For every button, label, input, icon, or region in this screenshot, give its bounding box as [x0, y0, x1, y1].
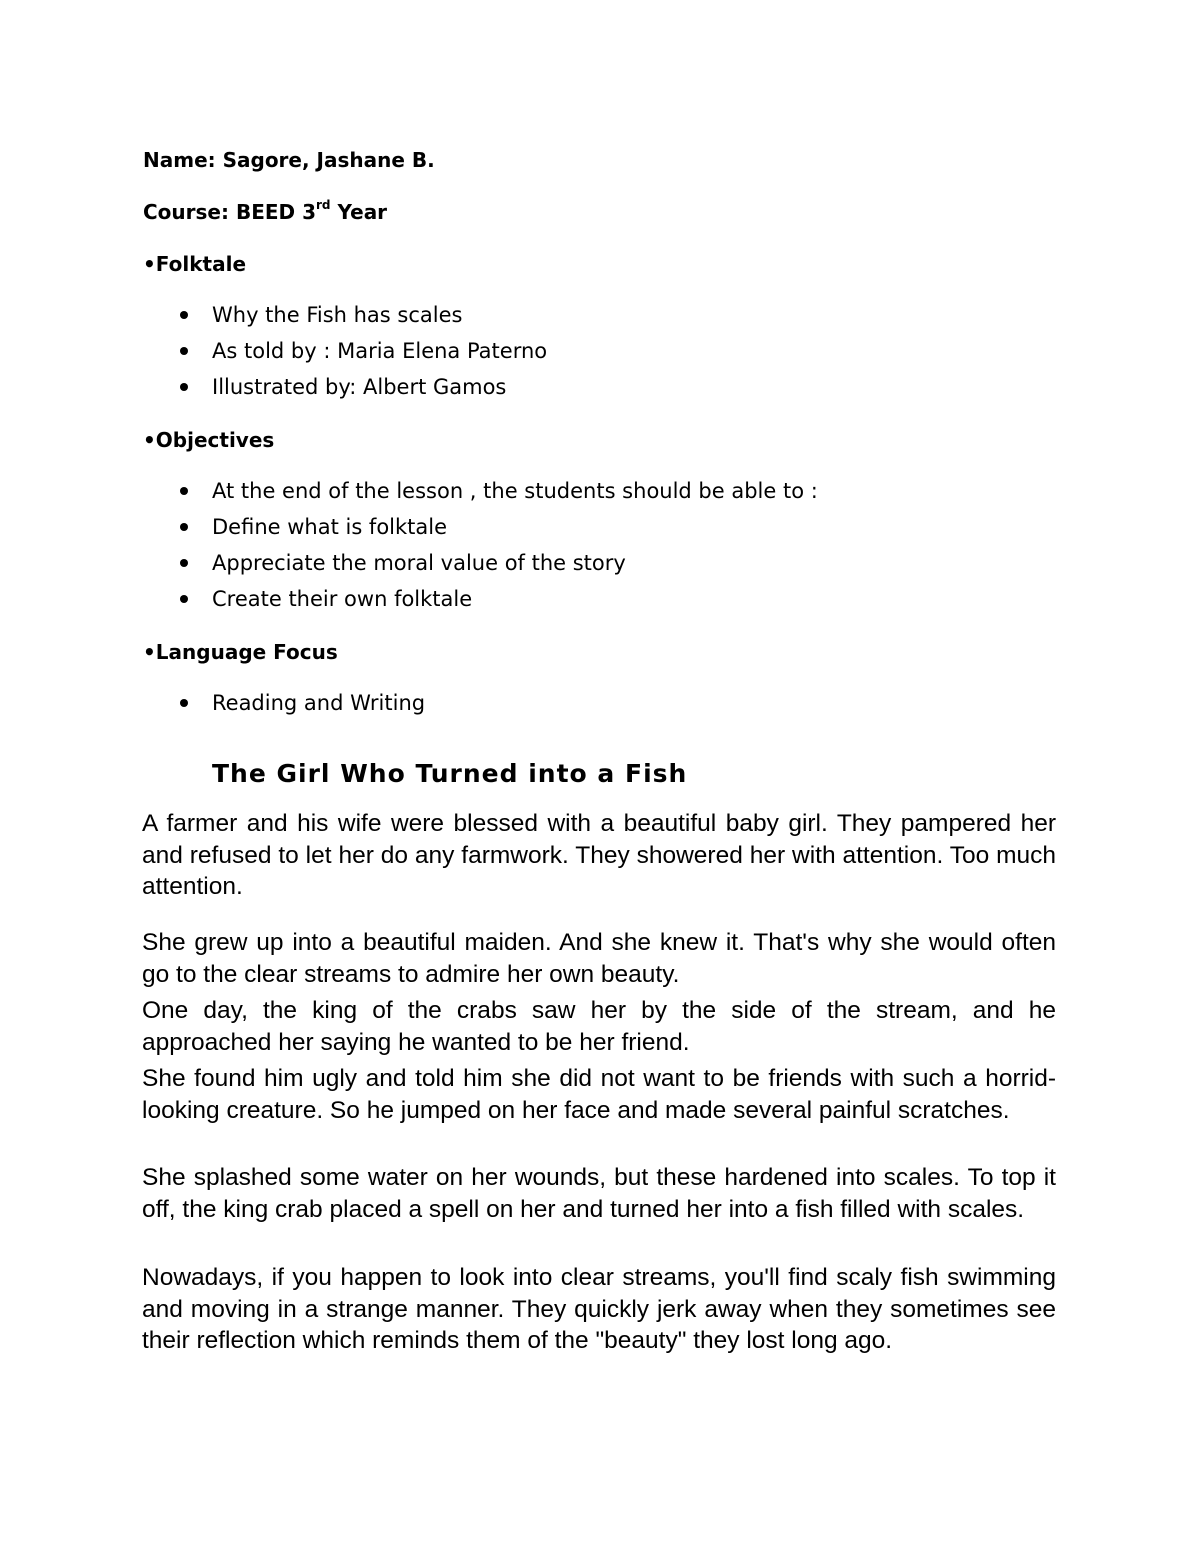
story-paragraph: A farmer and his wife were blessed with a beautiful baby girl. They pampered her and refused to let her do any farmwork. They showered her with attention. Too much attention. [142, 810, 1056, 900]
story-paragraph: She grew up into a beautiful maiden. And she knew it. That's why she would often go to the clear streams to admire her own beauty. [142, 929, 1056, 988]
story-paragraph: She found him ugly and told him she did not want to be friends with such a horrid-looking creature. So he jumped on her face and made several painful scratches. [142, 1065, 1056, 1124]
folktale-heading: •Folktale [143, 252, 247, 276]
student-course [143, 200, 387, 224]
bullet-icon [180, 699, 188, 707]
list-item-text: Illustrated by: Albert Gamos [212, 375, 507, 399]
bullet-icon [180, 595, 188, 603]
course-suffix: Year [330, 200, 388, 224]
list-item-text: Why the Fish has scales [212, 303, 463, 327]
bullet-icon [180, 383, 188, 391]
story-title: The Girl Who Turned into a Fish [212, 759, 688, 788]
student-name: Name: Sagore, Jashane B. [143, 148, 435, 172]
objectives-heading: •Objectives [143, 428, 275, 452]
language-focus-heading: •Language Focus [143, 640, 338, 664]
list-item-text: Appreciate the moral value of the story [212, 551, 626, 575]
course-prefix: Course: BEED 3 [143, 200, 316, 224]
course-superscript: rd [316, 198, 331, 213]
list-item-text: As told by : Maria Elena Paterno [212, 339, 548, 363]
bullet-icon [180, 311, 188, 319]
story-paragraph: She splashed some water on her wounds, but these hardened into scales. To top it off, the king crab placed a spell on her and turned her into a fish filled with scales. [142, 1164, 1056, 1223]
bullet-icon [180, 523, 188, 531]
story-paragraph: Nowadays, if you happen to look into clear streams, you'll find scaly fish swimming and moving in a strange manner. They quickly jerk away when they sometimes see their reflection which reminds them of the "beauty" they lost long ago. [142, 1264, 1056, 1354]
bullet-icon [180, 487, 188, 495]
list-item-text: Reading and Writing [212, 691, 426, 715]
list-item-text: Define what is folktale [212, 515, 448, 539]
story-paragraph: One day, the king of the crabs saw her by the side of the stream, and he approached her saying he wanted to be her friend. [142, 997, 1056, 1056]
bullet-icon [180, 347, 188, 355]
bullet-icon [180, 559, 188, 567]
list-item-text: At the end of the lesson , the students should be able to : [212, 479, 818, 503]
list-item-text: Create their own folktale [212, 587, 473, 611]
